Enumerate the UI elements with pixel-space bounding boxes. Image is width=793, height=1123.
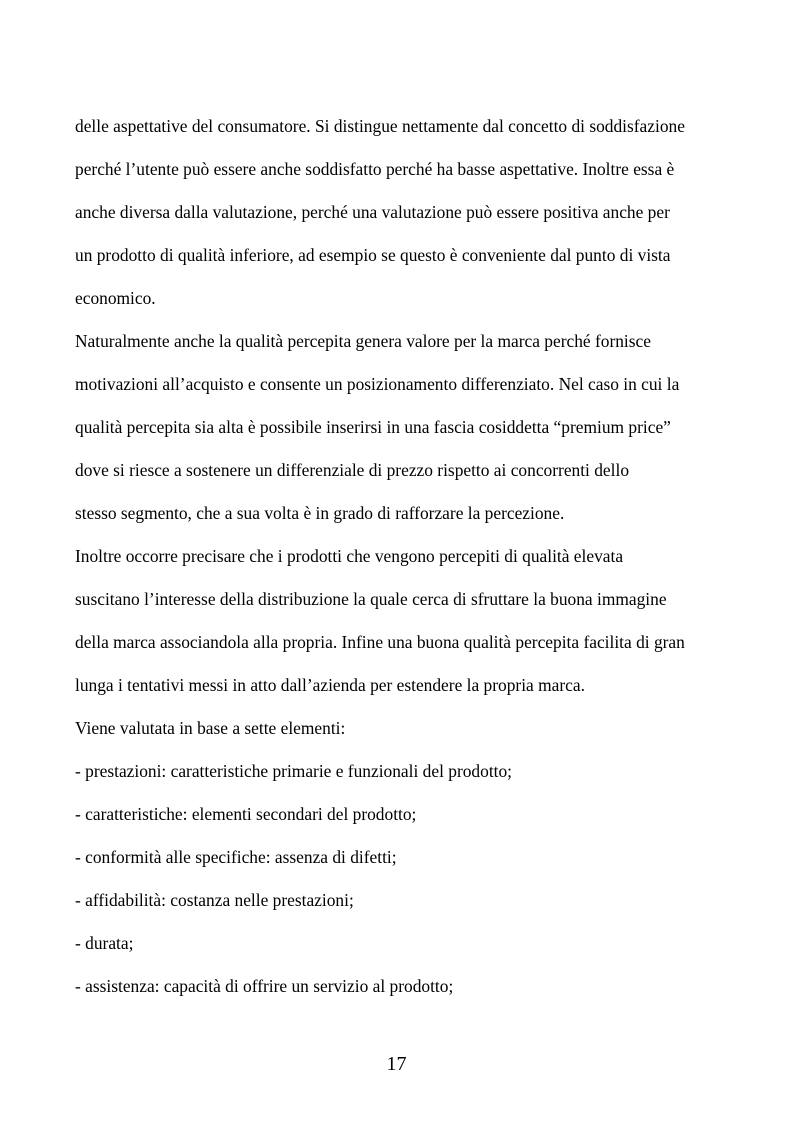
text-line-3: anche diversa dalla valutazione, perché una valutazione può essere positiva anche per <box>75 202 670 222</box>
list-item-affidabilita: - affidabilità: costanza nelle prestazioni; <box>75 890 354 910</box>
text-line-2: perché l’utente può essere anche soddisfatto perché ha basse aspettative. Inoltre essa è <box>75 159 675 179</box>
text-line-1: delle aspettative del consumatore. Si distingue nettamente dal concetto di soddisfazione <box>75 116 685 136</box>
list-item-caratteristiche: - caratteristiche: elementi secondari del prodotto; <box>75 804 417 824</box>
text-line-11: Inoltre occorre precisare che i prodotti che vengono percepiti di qualità elevata <box>75 546 624 566</box>
text-line-4: un prodotto di qualità inferiore, ad esempio se questo è conveniente dal punto di vista <box>75 245 671 265</box>
text-line-15: Viene valutata in base a sette elementi: <box>75 718 346 738</box>
text-line-14: lunga i tentativi messi in atto dall’azienda per estendere la propria marca. <box>75 675 585 695</box>
list-item-durata: - durata; <box>75 933 134 953</box>
list-item-assistenza: - assistenza: capacità di offrire un servizio al prodotto; <box>75 976 454 996</box>
list-item-prestazioni: - prestazioni: caratteristiche primarie e funzionali del prodotto; <box>75 761 513 781</box>
text-line-13: della marca associandola alla propria. Infine una buona qualità percepita facilita di gran <box>75 632 685 652</box>
text-line-9: dove si riesce a sostenere un differenziale di prezzo rispetto ai concorrenti dello <box>75 460 630 480</box>
text-line-12: suscitano l’interesse della distribuzione la quale cerca di sfruttare la buona immagine <box>75 589 667 609</box>
list-item-conformita: - conformità alle specifiche: assenza di difetti; <box>75 847 397 867</box>
text-line-6: Naturalmente anche la qualità percepita genera valore per la marca perché fornisce <box>75 331 651 351</box>
text-line-5: economico. <box>75 288 156 308</box>
text-line-10: stesso segmento, che a sua volta è in grado di rafforzare la percezione. <box>75 503 565 523</box>
text-line-8: qualità percepita sia alta è possibile inserirsi in una fascia cosiddetta “premium price” <box>75 417 671 437</box>
page-number: 17 <box>386 1053 407 1075</box>
text-line-7: motivazioni all’acquisto e consente un posizionamento differenziato. Nel caso in cui la <box>75 374 680 394</box>
